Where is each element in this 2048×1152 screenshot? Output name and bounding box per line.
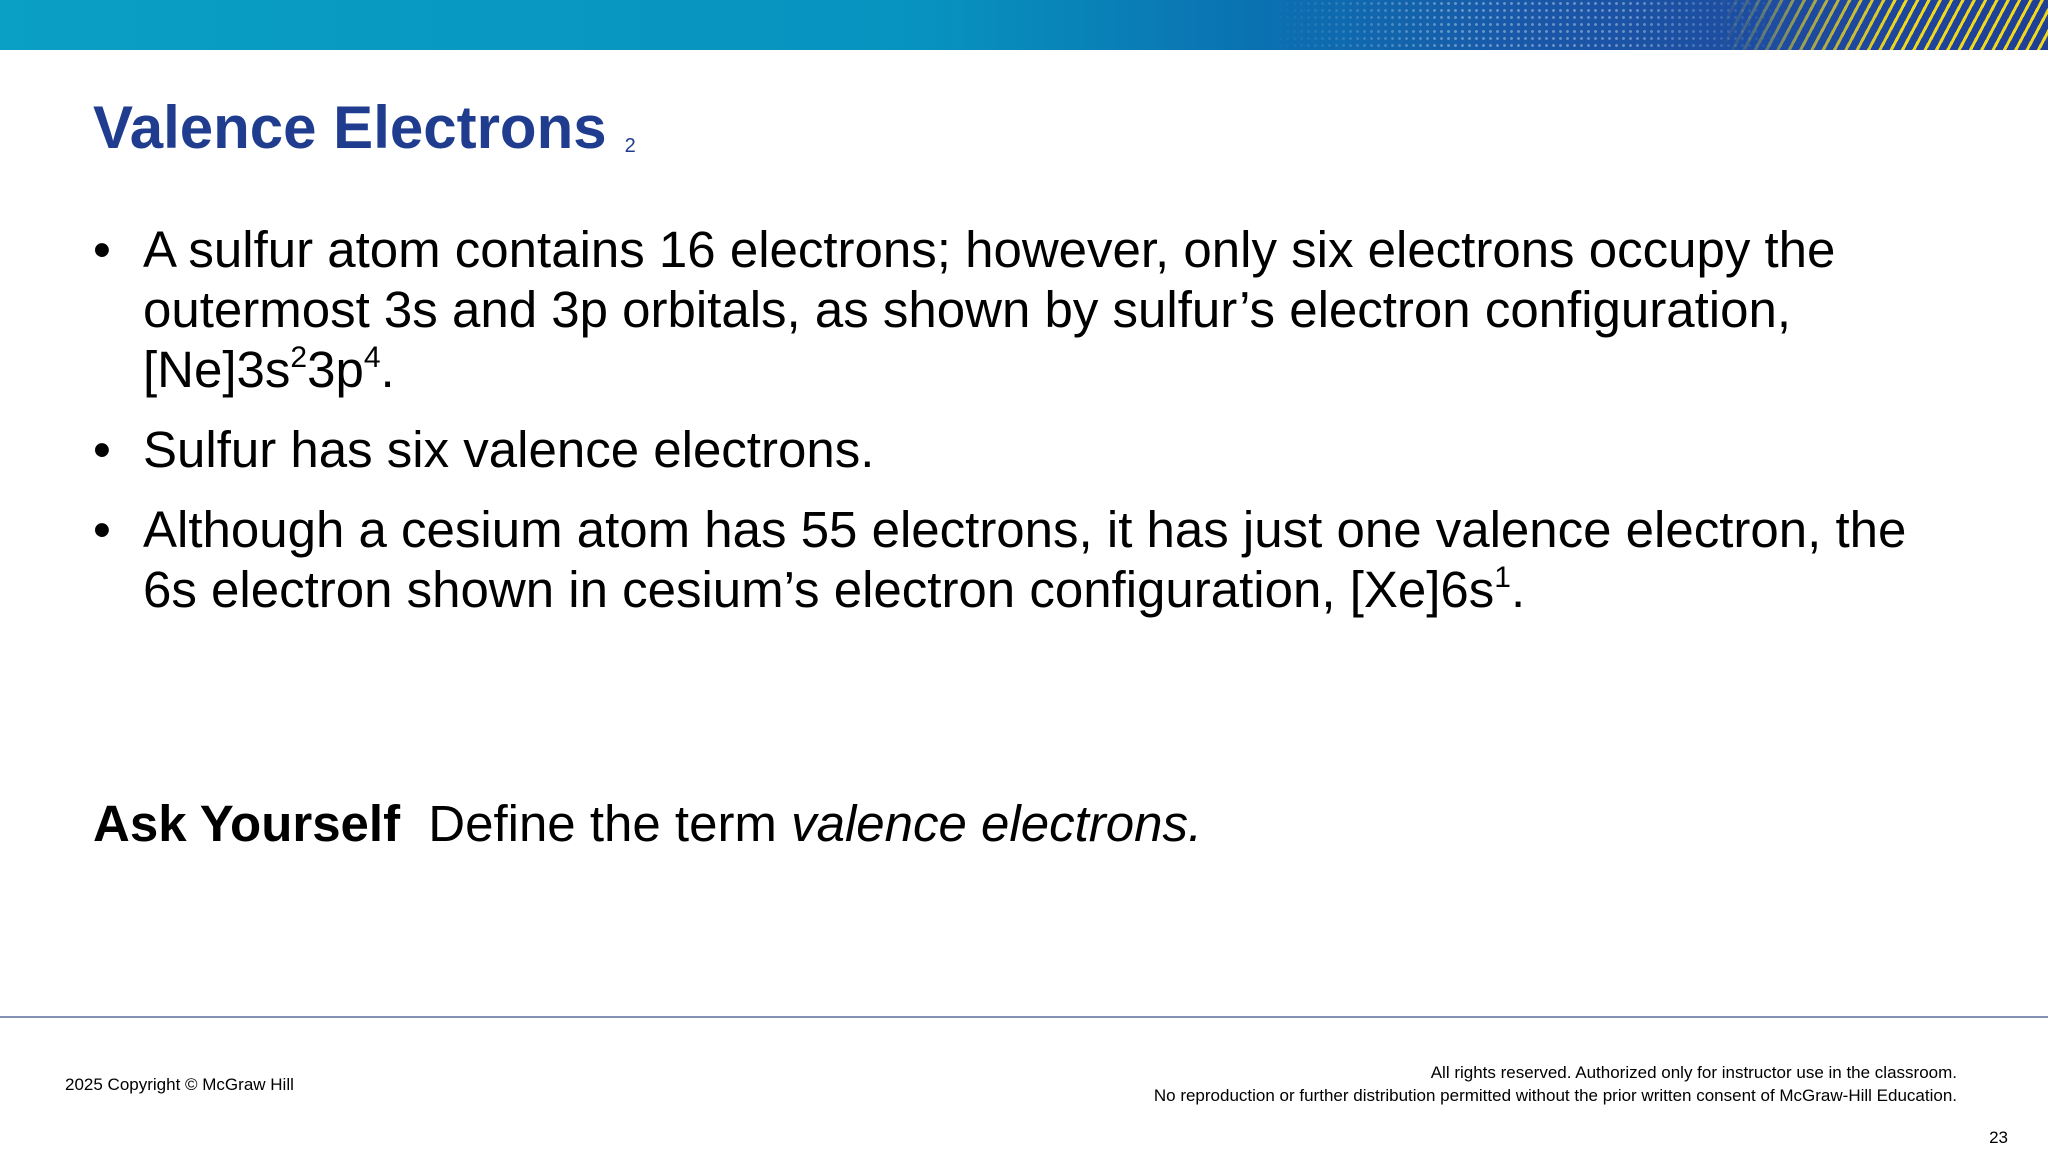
bullet-text: A sulfur atom contains 16 electrons; however, only six electrons occupy the outermost 3s and 3p orbitals, as shown by sulfur’s electron configuration, [Ne]3s (143, 221, 1836, 398)
slide-title-suffix: 2 (624, 135, 636, 157)
bullet-marker: • (93, 221, 111, 278)
ask-yourself-prompt: Define the term (428, 795, 792, 852)
bullet-item (93, 420, 1923, 480)
superscript: 2 (290, 341, 308, 374)
bullet-text: Although a cesium atom has 55 electrons, it has just one valence electron, the 6s electron shown in cesium’s electron configuration, [Xe]6s (143, 501, 1907, 618)
slide-title (93, 92, 636, 182)
bullet-text-end: . (1510, 561, 1526, 618)
footer-rights-line-2: No reproduction or further distribution permitted without the prior written consent of McGraw-Hill Education. (1153, 1086, 1957, 1105)
bullet-text-mid: 3p (307, 341, 364, 398)
page-number: 23 (1989, 1128, 2008, 1147)
footer-divider (0, 1016, 2048, 1018)
footer-rights-line-1: All rights reserved. Authorized only for instructor use in the classroom. (1430, 1063, 1957, 1082)
footer-copyright: 2025 Copyright © McGraw Hill (65, 1075, 294, 1094)
bullet-item (93, 220, 1923, 400)
slide-title-text: Valence Electrons (93, 94, 607, 161)
bullet-marker: • (93, 501, 111, 558)
top-banner (0, 0, 2048, 50)
ask-yourself-label: Ask Yourself (93, 795, 401, 852)
bullet-item (93, 500, 1923, 620)
ask-yourself (93, 792, 1202, 856)
bullet-text-end: . (380, 341, 395, 398)
bullet-text: Sulfur has six valence electrons. (143, 421, 875, 478)
footer-rights (1154, 1061, 1957, 1107)
banner-stripe-pattern (1720, 0, 2048, 50)
banner-dot-pattern (1270, 0, 1790, 50)
bullet-list (93, 220, 1923, 640)
superscript: 1 (1494, 561, 1511, 594)
superscript: 4 (363, 341, 381, 374)
ask-yourself-term: valence electrons. (791, 795, 1203, 852)
bullet-marker: • (93, 421, 111, 478)
